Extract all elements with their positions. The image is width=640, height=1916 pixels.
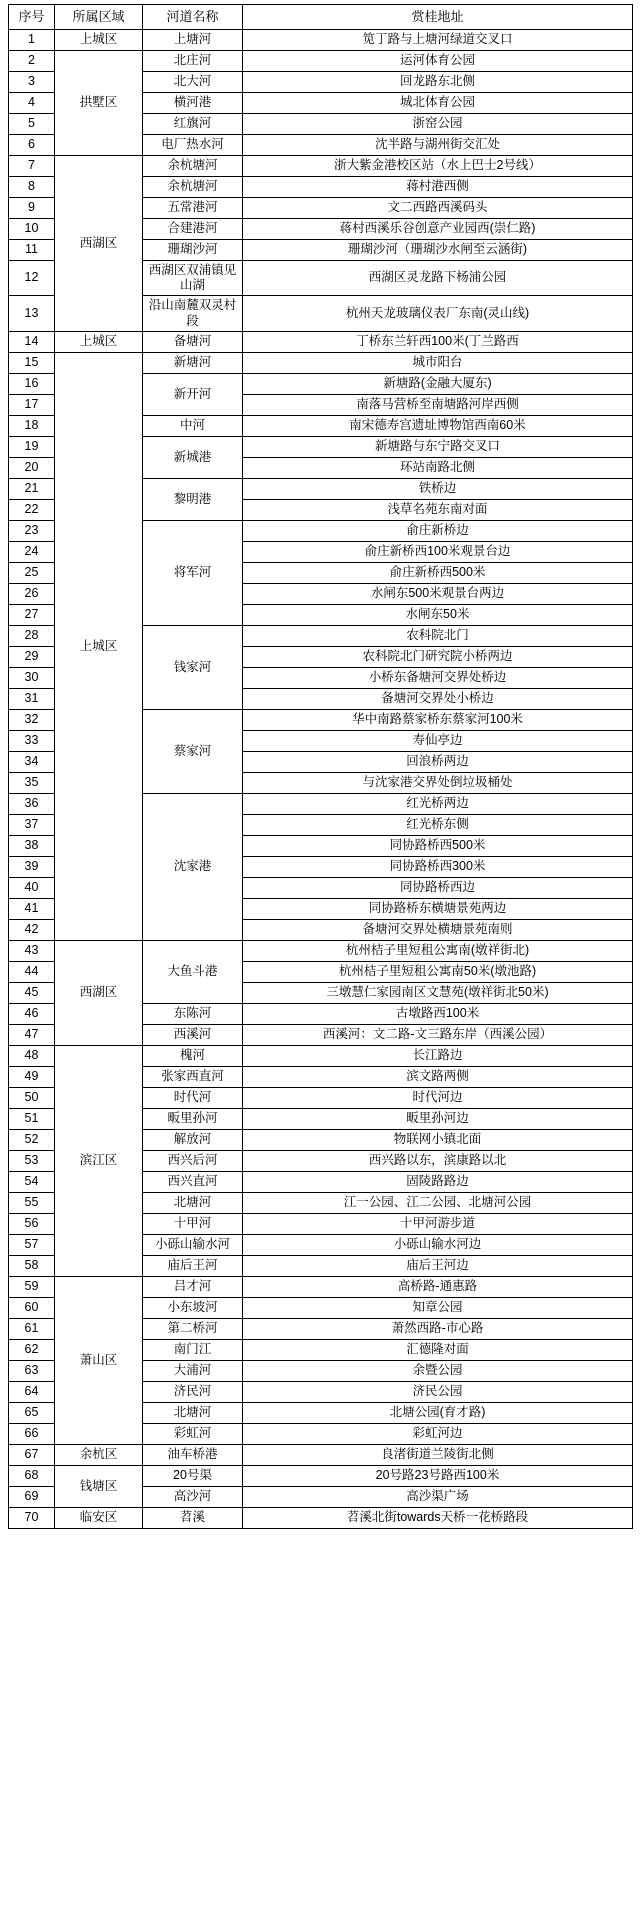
- cell-address: 三墩慧仁家园南区文慧苑(墩祥街北50米): [243, 982, 633, 1003]
- cell-river: 油车桥港: [143, 1444, 243, 1465]
- cell-address: 浙窑公园: [243, 113, 633, 134]
- cell-address: 珊瑚沙河（珊瑚沙水闸至云涵街): [243, 239, 633, 260]
- cell-index: 49: [9, 1066, 55, 1087]
- cell-river: 西溪河: [143, 1024, 243, 1045]
- cell-river: 红旗河: [143, 113, 243, 134]
- cell-address: 铁桥边: [243, 478, 633, 499]
- cell-address: 水闸东500米观景台两边: [243, 583, 633, 604]
- cell-river: 合建港河: [143, 218, 243, 239]
- cell-index: 21: [9, 478, 55, 499]
- cell-index: 43: [9, 940, 55, 961]
- osmanthus-viewing-locations-table: [8, 4, 633, 1529]
- cell-region: 上城区: [55, 29, 143, 50]
- cell-index: 67: [9, 1444, 55, 1465]
- cell-index: 17: [9, 394, 55, 415]
- cell-index: 4: [9, 92, 55, 113]
- cell-index: 46: [9, 1003, 55, 1024]
- cell-address: 与沈家港交界处倒垃圾桶处: [243, 772, 633, 793]
- cell-river: 中河: [143, 415, 243, 436]
- cell-index: 50: [9, 1087, 55, 1108]
- cell-river: 北塘河: [143, 1402, 243, 1423]
- cell-address: 丁桥东兰轩西100米(丁兰路西: [243, 331, 633, 352]
- cell-address: 红光桥两边: [243, 793, 633, 814]
- cell-index: 47: [9, 1024, 55, 1045]
- cell-index: 37: [9, 814, 55, 835]
- cell-river: 沈家港: [143, 793, 243, 940]
- table-row: [9, 331, 633, 352]
- cell-index: 60: [9, 1297, 55, 1318]
- cell-index: 19: [9, 436, 55, 457]
- cell-index: 35: [9, 772, 55, 793]
- cell-address: 新塘路(金融大厦东): [243, 373, 633, 394]
- cell-address: 俞庄新桥边: [243, 520, 633, 541]
- cell-address: 浅草名苑东南对面: [243, 499, 633, 520]
- cell-river: 电厂热水河: [143, 134, 243, 155]
- cell-address: 文二西路西溪码头: [243, 197, 633, 218]
- table-row: [9, 1507, 633, 1528]
- cell-index: 59: [9, 1276, 55, 1297]
- table-body: [9, 29, 633, 1528]
- cell-index: 69: [9, 1486, 55, 1507]
- cell-river: 北庄河: [143, 50, 243, 71]
- cell-index: 22: [9, 499, 55, 520]
- cell-address: 滨文路两侧: [243, 1066, 633, 1087]
- cell-index: 61: [9, 1318, 55, 1339]
- cell-address: 高桥路-通惠路: [243, 1276, 633, 1297]
- cell-river: 十甲河: [143, 1213, 243, 1234]
- cell-address: 同协路桥东横塘景苑两边: [243, 898, 633, 919]
- cell-address: 良渚街道兰陵街北侧: [243, 1444, 633, 1465]
- cell-index: 13: [9, 296, 55, 332]
- cell-address: 古墩路西100米: [243, 1003, 633, 1024]
- cell-index: 18: [9, 415, 55, 436]
- cell-address: 运河体育公园: [243, 50, 633, 71]
- cell-river: 黎明港: [143, 478, 243, 520]
- cell-address: 蒋村港西侧: [243, 176, 633, 197]
- table-row: [9, 155, 633, 176]
- cell-index: 63: [9, 1360, 55, 1381]
- cell-river: 西湖区双浦镇见山湖: [143, 260, 243, 296]
- table-row: [9, 1444, 633, 1465]
- table-row: [9, 352, 633, 373]
- cell-index: 20: [9, 457, 55, 478]
- cell-index: 64: [9, 1381, 55, 1402]
- cell-index: 31: [9, 688, 55, 709]
- cell-river: 横河港: [143, 92, 243, 113]
- table-row: [9, 940, 633, 961]
- cell-index: 23: [9, 520, 55, 541]
- table-header-row: [9, 5, 633, 30]
- cell-address: 时代河边: [243, 1087, 633, 1108]
- cell-address: 庙后王河边: [243, 1255, 633, 1276]
- cell-index: 11: [9, 239, 55, 260]
- cell-index: 44: [9, 961, 55, 982]
- cell-river: 张家西直河: [143, 1066, 243, 1087]
- cell-river: 珊瑚沙河: [143, 239, 243, 260]
- cell-address: 长江路边: [243, 1045, 633, 1066]
- cell-index: 68: [9, 1465, 55, 1486]
- cell-address: 彩虹河边: [243, 1423, 633, 1444]
- cell-index: 54: [9, 1171, 55, 1192]
- cell-address: 杭州桔子里短租公寓南(墩祥街北): [243, 940, 633, 961]
- cell-address: 高沙渠广场: [243, 1486, 633, 1507]
- cell-river: 沿山南麓双灵村段: [143, 296, 243, 332]
- cell-index: 26: [9, 583, 55, 604]
- cell-address: 同协路桥西500米: [243, 835, 633, 856]
- cell-region: 拱墅区: [55, 50, 143, 155]
- cell-address: 杭州桔子里短租公寓南50米(墩池路): [243, 961, 633, 982]
- cell-address: 俞庄新桥西100米观景台边: [243, 541, 633, 562]
- cell-region: 萧山区: [55, 1276, 143, 1444]
- cell-index: 3: [9, 71, 55, 92]
- cell-index: 38: [9, 835, 55, 856]
- cell-index: 62: [9, 1339, 55, 1360]
- cell-address: 回浪桥两边: [243, 751, 633, 772]
- cell-river: 第二桥河: [143, 1318, 243, 1339]
- cell-address: 南落马营桥至南塘路河岸西侧: [243, 394, 633, 415]
- cell-address: 十甲河游步道: [243, 1213, 633, 1234]
- cell-index: 53: [9, 1150, 55, 1171]
- cell-region: 余杭区: [55, 1444, 143, 1465]
- cell-region: 上城区: [55, 331, 143, 352]
- cell-index: 14: [9, 331, 55, 352]
- cell-index: 55: [9, 1192, 55, 1213]
- cell-address: 俞庄新桥西500米: [243, 562, 633, 583]
- cell-river: 小东坡河: [143, 1297, 243, 1318]
- cell-index: 9: [9, 197, 55, 218]
- cell-address: 回龙路东北侧: [243, 71, 633, 92]
- cell-river: 吕才河: [143, 1276, 243, 1297]
- cell-region: 临安区: [55, 1507, 143, 1528]
- cell-address: 城北体育公园: [243, 92, 633, 113]
- cell-region: 上城区: [55, 352, 143, 940]
- cell-river: 余杭塘河: [143, 155, 243, 176]
- cell-index: 1: [9, 29, 55, 50]
- cell-index: 40: [9, 877, 55, 898]
- cell-river: 五常港河: [143, 197, 243, 218]
- cell-index: 6: [9, 134, 55, 155]
- cell-index: 65: [9, 1402, 55, 1423]
- cell-river: 大浦河: [143, 1360, 243, 1381]
- cell-river: 槐河: [143, 1045, 243, 1066]
- cell-index: 56: [9, 1213, 55, 1234]
- cell-river: 彩虹河: [143, 1423, 243, 1444]
- cell-river: 苕溪: [143, 1507, 243, 1528]
- cell-river: 北塘河: [143, 1192, 243, 1213]
- cell-address: 沈半路与湖州街交汇处: [243, 134, 633, 155]
- cell-address: 畈里孙河边: [243, 1108, 633, 1129]
- cell-river: 20号渠: [143, 1465, 243, 1486]
- cell-index: 25: [9, 562, 55, 583]
- cell-river: 庙后王河: [143, 1255, 243, 1276]
- cell-index: 34: [9, 751, 55, 772]
- cell-address: 寿仙亭边: [243, 730, 633, 751]
- cell-region: 滨江区: [55, 1045, 143, 1276]
- cell-river: 西兴后河: [143, 1150, 243, 1171]
- cell-index: 41: [9, 898, 55, 919]
- cell-index: 7: [9, 155, 55, 176]
- cell-index: 5: [9, 113, 55, 134]
- cell-address: 小砾山输水河边: [243, 1234, 633, 1255]
- cell-address: 笕丁路与上塘河绿道交叉口: [243, 29, 633, 50]
- cell-index: 33: [9, 730, 55, 751]
- cell-river: 东陈河: [143, 1003, 243, 1024]
- cell-index: 2: [9, 50, 55, 71]
- cell-river: 新塘河: [143, 352, 243, 373]
- cell-river: 上塘河: [143, 29, 243, 50]
- cell-river: 解放河: [143, 1129, 243, 1150]
- cell-region: 西湖区: [55, 940, 143, 1045]
- cell-index: 66: [9, 1423, 55, 1444]
- cell-address: 萧然西路-市心路: [243, 1318, 633, 1339]
- column-header-region: 所属区域: [55, 5, 143, 30]
- cell-address: 杭州天龙玻璃仪表厂东南(灵山线): [243, 296, 633, 332]
- cell-index: 57: [9, 1234, 55, 1255]
- cell-index: 30: [9, 667, 55, 688]
- cell-address: 西兴路以东，滨康路以北: [243, 1150, 633, 1171]
- cell-address: 固陵路路边: [243, 1171, 633, 1192]
- cell-index: 27: [9, 604, 55, 625]
- column-header-address: 赏桂地址: [243, 5, 633, 30]
- cell-index: 15: [9, 352, 55, 373]
- cell-river: 南门江: [143, 1339, 243, 1360]
- cell-address: 华中南路蔡家桥东蔡家河100米: [243, 709, 633, 730]
- table-header: [9, 5, 633, 30]
- cell-address: 济民公园: [243, 1381, 633, 1402]
- cell-index: 32: [9, 709, 55, 730]
- cell-address: 余暨公园: [243, 1360, 633, 1381]
- cell-index: 42: [9, 919, 55, 940]
- cell-region: 西湖区: [55, 155, 143, 331]
- cell-river: 蔡家河: [143, 709, 243, 793]
- cell-index: 48: [9, 1045, 55, 1066]
- cell-address: 西湖区灵龙路下杨浦公园: [243, 260, 633, 296]
- cell-index: 39: [9, 856, 55, 877]
- cell-river: 小砾山输水河: [143, 1234, 243, 1255]
- cell-address: 物联网小镇北面: [243, 1129, 633, 1150]
- cell-index: 8: [9, 176, 55, 197]
- cell-index: 36: [9, 793, 55, 814]
- cell-address: 城市阳台: [243, 352, 633, 373]
- table-row: [9, 1465, 633, 1486]
- cell-river: 时代河: [143, 1087, 243, 1108]
- cell-index: 52: [9, 1129, 55, 1150]
- cell-address: 同协路桥西300米: [243, 856, 633, 877]
- cell-river: 西兴直河: [143, 1171, 243, 1192]
- cell-index: 28: [9, 625, 55, 646]
- cell-address: 新塘路与东宁路交叉口: [243, 436, 633, 457]
- cell-address: 小桥东备塘河交界处桥边: [243, 667, 633, 688]
- cell-river: 高沙河: [143, 1486, 243, 1507]
- cell-address: 水闸东50米: [243, 604, 633, 625]
- cell-river: 大鱼斗港: [143, 940, 243, 1003]
- cell-address: 苕溪北街towards天桥一花桥路段: [243, 1507, 633, 1528]
- cell-address: 备塘河交界处小桥边: [243, 688, 633, 709]
- cell-index: 58: [9, 1255, 55, 1276]
- cell-address: 20号路23号路西100米: [243, 1465, 633, 1486]
- cell-river: 新城港: [143, 436, 243, 478]
- cell-address: 备塘河交界处横塘景苑南则: [243, 919, 633, 940]
- cell-river: 余杭塘河: [143, 176, 243, 197]
- cell-region: 钱塘区: [55, 1465, 143, 1507]
- cell-river: 济民河: [143, 1381, 243, 1402]
- cell-address: 北塘公园(育才路): [243, 1402, 633, 1423]
- cell-address: 蒋村西溪乐谷创意产业园西(崇仁路): [243, 218, 633, 239]
- cell-address: 同协路桥西边: [243, 877, 633, 898]
- table-row: [9, 1045, 633, 1066]
- cell-address: 汇德隆对面: [243, 1339, 633, 1360]
- cell-index: 70: [9, 1507, 55, 1528]
- column-header-river: 河道名称: [143, 5, 243, 30]
- cell-index: 10: [9, 218, 55, 239]
- cell-river: 钱家河: [143, 625, 243, 709]
- cell-address: 农科院北门研究院小桥两边: [243, 646, 633, 667]
- cell-river: 北大河: [143, 71, 243, 92]
- cell-river: 将军河: [143, 520, 243, 625]
- table-row: [9, 1276, 633, 1297]
- cell-index: 12: [9, 260, 55, 296]
- cell-address: 农科院北门: [243, 625, 633, 646]
- cell-address: 江一公园、江二公园、北塘河公园: [243, 1192, 633, 1213]
- cell-address: 浙大紫金港校区站（水上巴士2号线）: [243, 155, 633, 176]
- cell-index: 51: [9, 1108, 55, 1129]
- cell-address: 知章公园: [243, 1297, 633, 1318]
- cell-river: 备塘河: [143, 331, 243, 352]
- cell-address: 红光桥东侧: [243, 814, 633, 835]
- table-row: [9, 50, 633, 71]
- column-header-index: 序号: [9, 5, 55, 30]
- cell-index: 24: [9, 541, 55, 562]
- cell-address: 西溪河：文二路-文三路东岸（西溪公园）: [243, 1024, 633, 1045]
- cell-index: 29: [9, 646, 55, 667]
- table-row: [9, 29, 633, 50]
- cell-index: 16: [9, 373, 55, 394]
- cell-address: 环站南路北侧: [243, 457, 633, 478]
- cell-river: 畈里孙河: [143, 1108, 243, 1129]
- cell-index: 45: [9, 982, 55, 1003]
- cell-river: 新开河: [143, 373, 243, 415]
- cell-address: 南宋德寿宫遗址博物馆西南60米: [243, 415, 633, 436]
